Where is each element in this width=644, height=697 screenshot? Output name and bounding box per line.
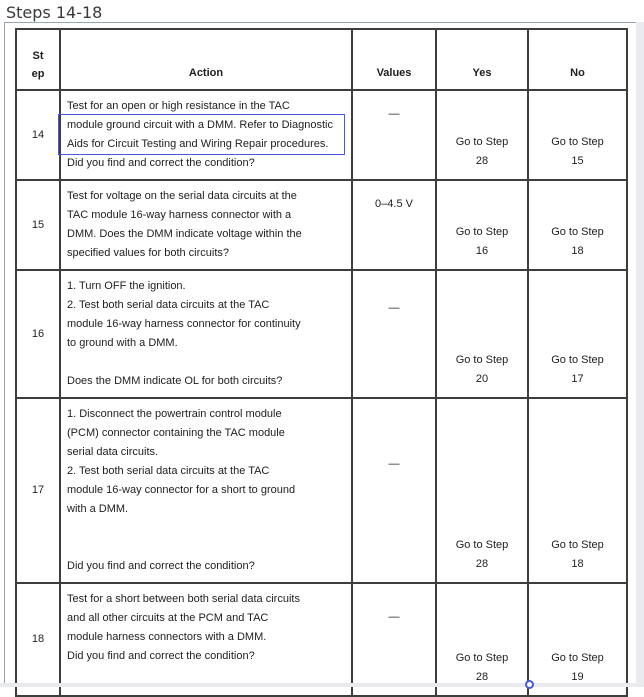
no-goto-step: 19 <box>571 671 584 683</box>
horizontal-scrollbar[interactable] <box>0 683 644 687</box>
value-cell <box>352 398 436 583</box>
no-goto-label: Go to Step <box>551 652 604 664</box>
action-line: TAC module 16-way harness connector with a <box>67 209 292 221</box>
action-line <box>67 519 345 538</box>
action-line: DMM. Does the DMM indicate voltage within the <box>67 228 302 240</box>
header-row <box>16 29 627 90</box>
yes-cell <box>436 398 528 583</box>
value-text: — <box>388 458 400 470</box>
no-goto-step: 15 <box>571 155 584 167</box>
action-line: Test for a short between both serial data circuits <box>67 593 300 605</box>
no-goto-label: Go to Step <box>551 136 604 148</box>
value-text: — <box>388 302 400 314</box>
no-goto-label: Go to Step <box>551 226 604 238</box>
no-goto-step: 18 <box>571 558 584 570</box>
yes-goto-step: 28 <box>475 671 489 683</box>
no-cell <box>528 90 627 180</box>
action-line: 2. Test both serial data circuits at the TAC <box>67 299 270 311</box>
action-text <box>60 180 352 270</box>
step-number: 14 <box>16 90 60 180</box>
action-line: 1. Turn OFF the ignition. <box>67 280 186 292</box>
scrollbar-track[interactable] <box>636 22 644 687</box>
header-yes: Yes <box>436 29 528 90</box>
action-line: 2. Test both serial data circuits at the TAC <box>67 465 270 477</box>
value-cell <box>352 270 436 398</box>
value-cell <box>352 90 436 180</box>
action-line: Does the DMM indicate OL for both circuits? <box>67 375 283 387</box>
step-number: 16 <box>16 270 60 398</box>
yes-goto-label: Go to Step <box>455 539 509 551</box>
action-line: specified values for both circuits? <box>67 247 230 259</box>
action-line: Aids for Circuit Testing and Wiring Repair procedures. <box>67 138 329 150</box>
table-row <box>16 90 627 180</box>
yes-cell <box>436 270 528 398</box>
yes-goto-step: 28 <box>475 155 489 167</box>
action-line: and all other circuits at the PCM and TAC <box>67 612 269 624</box>
header-step: St ep <box>16 29 60 90</box>
action-line: (PCM) connector containing the TAC module <box>67 427 285 439</box>
action-line: module harness connectors with a DMM. <box>67 631 267 643</box>
yes-goto-label: Go to Step <box>455 136 509 148</box>
step-number: 15 <box>16 180 60 270</box>
table-row <box>16 398 627 583</box>
table-row <box>16 583 627 696</box>
yes-cell <box>436 180 528 270</box>
header-no: No <box>528 29 627 90</box>
action-line: to ground with a DMM. <box>67 337 178 349</box>
action-line <box>67 538 345 557</box>
value-text: — <box>388 611 400 623</box>
action-text <box>60 583 352 696</box>
step-number: 18 <box>16 583 60 696</box>
no-cell <box>528 398 627 583</box>
search-icon[interactable] <box>525 680 534 689</box>
header-values: Values <box>352 29 436 90</box>
table-row <box>16 180 627 270</box>
yes-cell <box>436 90 528 180</box>
no-goto-label: Go to Step <box>551 354 604 366</box>
page-title: Steps 14-18 <box>6 3 103 22</box>
action-line: Test for voltage on the serial data circuits at the <box>67 190 297 202</box>
step-number: 17 <box>16 398 60 583</box>
action-line: module 16-way connector for a short to ground <box>67 484 296 496</box>
yes-goto-label: Go to Step <box>455 652 509 664</box>
yes-goto-step: 28 <box>475 558 489 570</box>
action-line: Did you find and correct the condition? <box>67 560 255 572</box>
action-text <box>60 90 352 180</box>
yes-goto-step: 20 <box>475 373 489 385</box>
no-cell <box>528 180 627 270</box>
action-line <box>67 353 345 372</box>
action-line: with a DMM. <box>67 503 129 515</box>
no-goto-step: 17 <box>571 373 584 385</box>
value-text: 0–4.5 V <box>375 198 413 210</box>
yes-goto-label: Go to Step <box>455 354 509 366</box>
value-cell <box>352 180 436 270</box>
yes-goto-step: 16 <box>475 245 489 257</box>
table-row <box>16 270 627 398</box>
action-text <box>60 398 352 583</box>
no-cell <box>528 583 627 696</box>
action-text <box>60 270 352 398</box>
value-cell <box>352 583 436 696</box>
value-text: — <box>388 108 400 120</box>
yes-goto-label: Go to Step <box>455 226 509 238</box>
header-action: Action <box>60 29 352 90</box>
action-line: serial data circuits. <box>67 446 159 458</box>
action-line: module 16-way harness connector for continuity <box>67 318 301 330</box>
action-line: Did you find and correct the condition? <box>67 650 255 662</box>
action-line: Did you find and correct the condition? <box>67 157 255 169</box>
no-goto-step: 18 <box>571 245 584 257</box>
no-goto-label: Go to Step <box>551 539 604 551</box>
steps-table <box>15 28 628 697</box>
action-line: Test for an open or high resistance in the TAC <box>67 100 290 112</box>
action-line: module ground circuit with a DMM. Refer to Diagnostic <box>67 119 333 131</box>
action-line: 1. Disconnect the powertrain control module <box>67 408 282 420</box>
no-cell <box>528 270 627 398</box>
yes-cell <box>436 583 528 696</box>
